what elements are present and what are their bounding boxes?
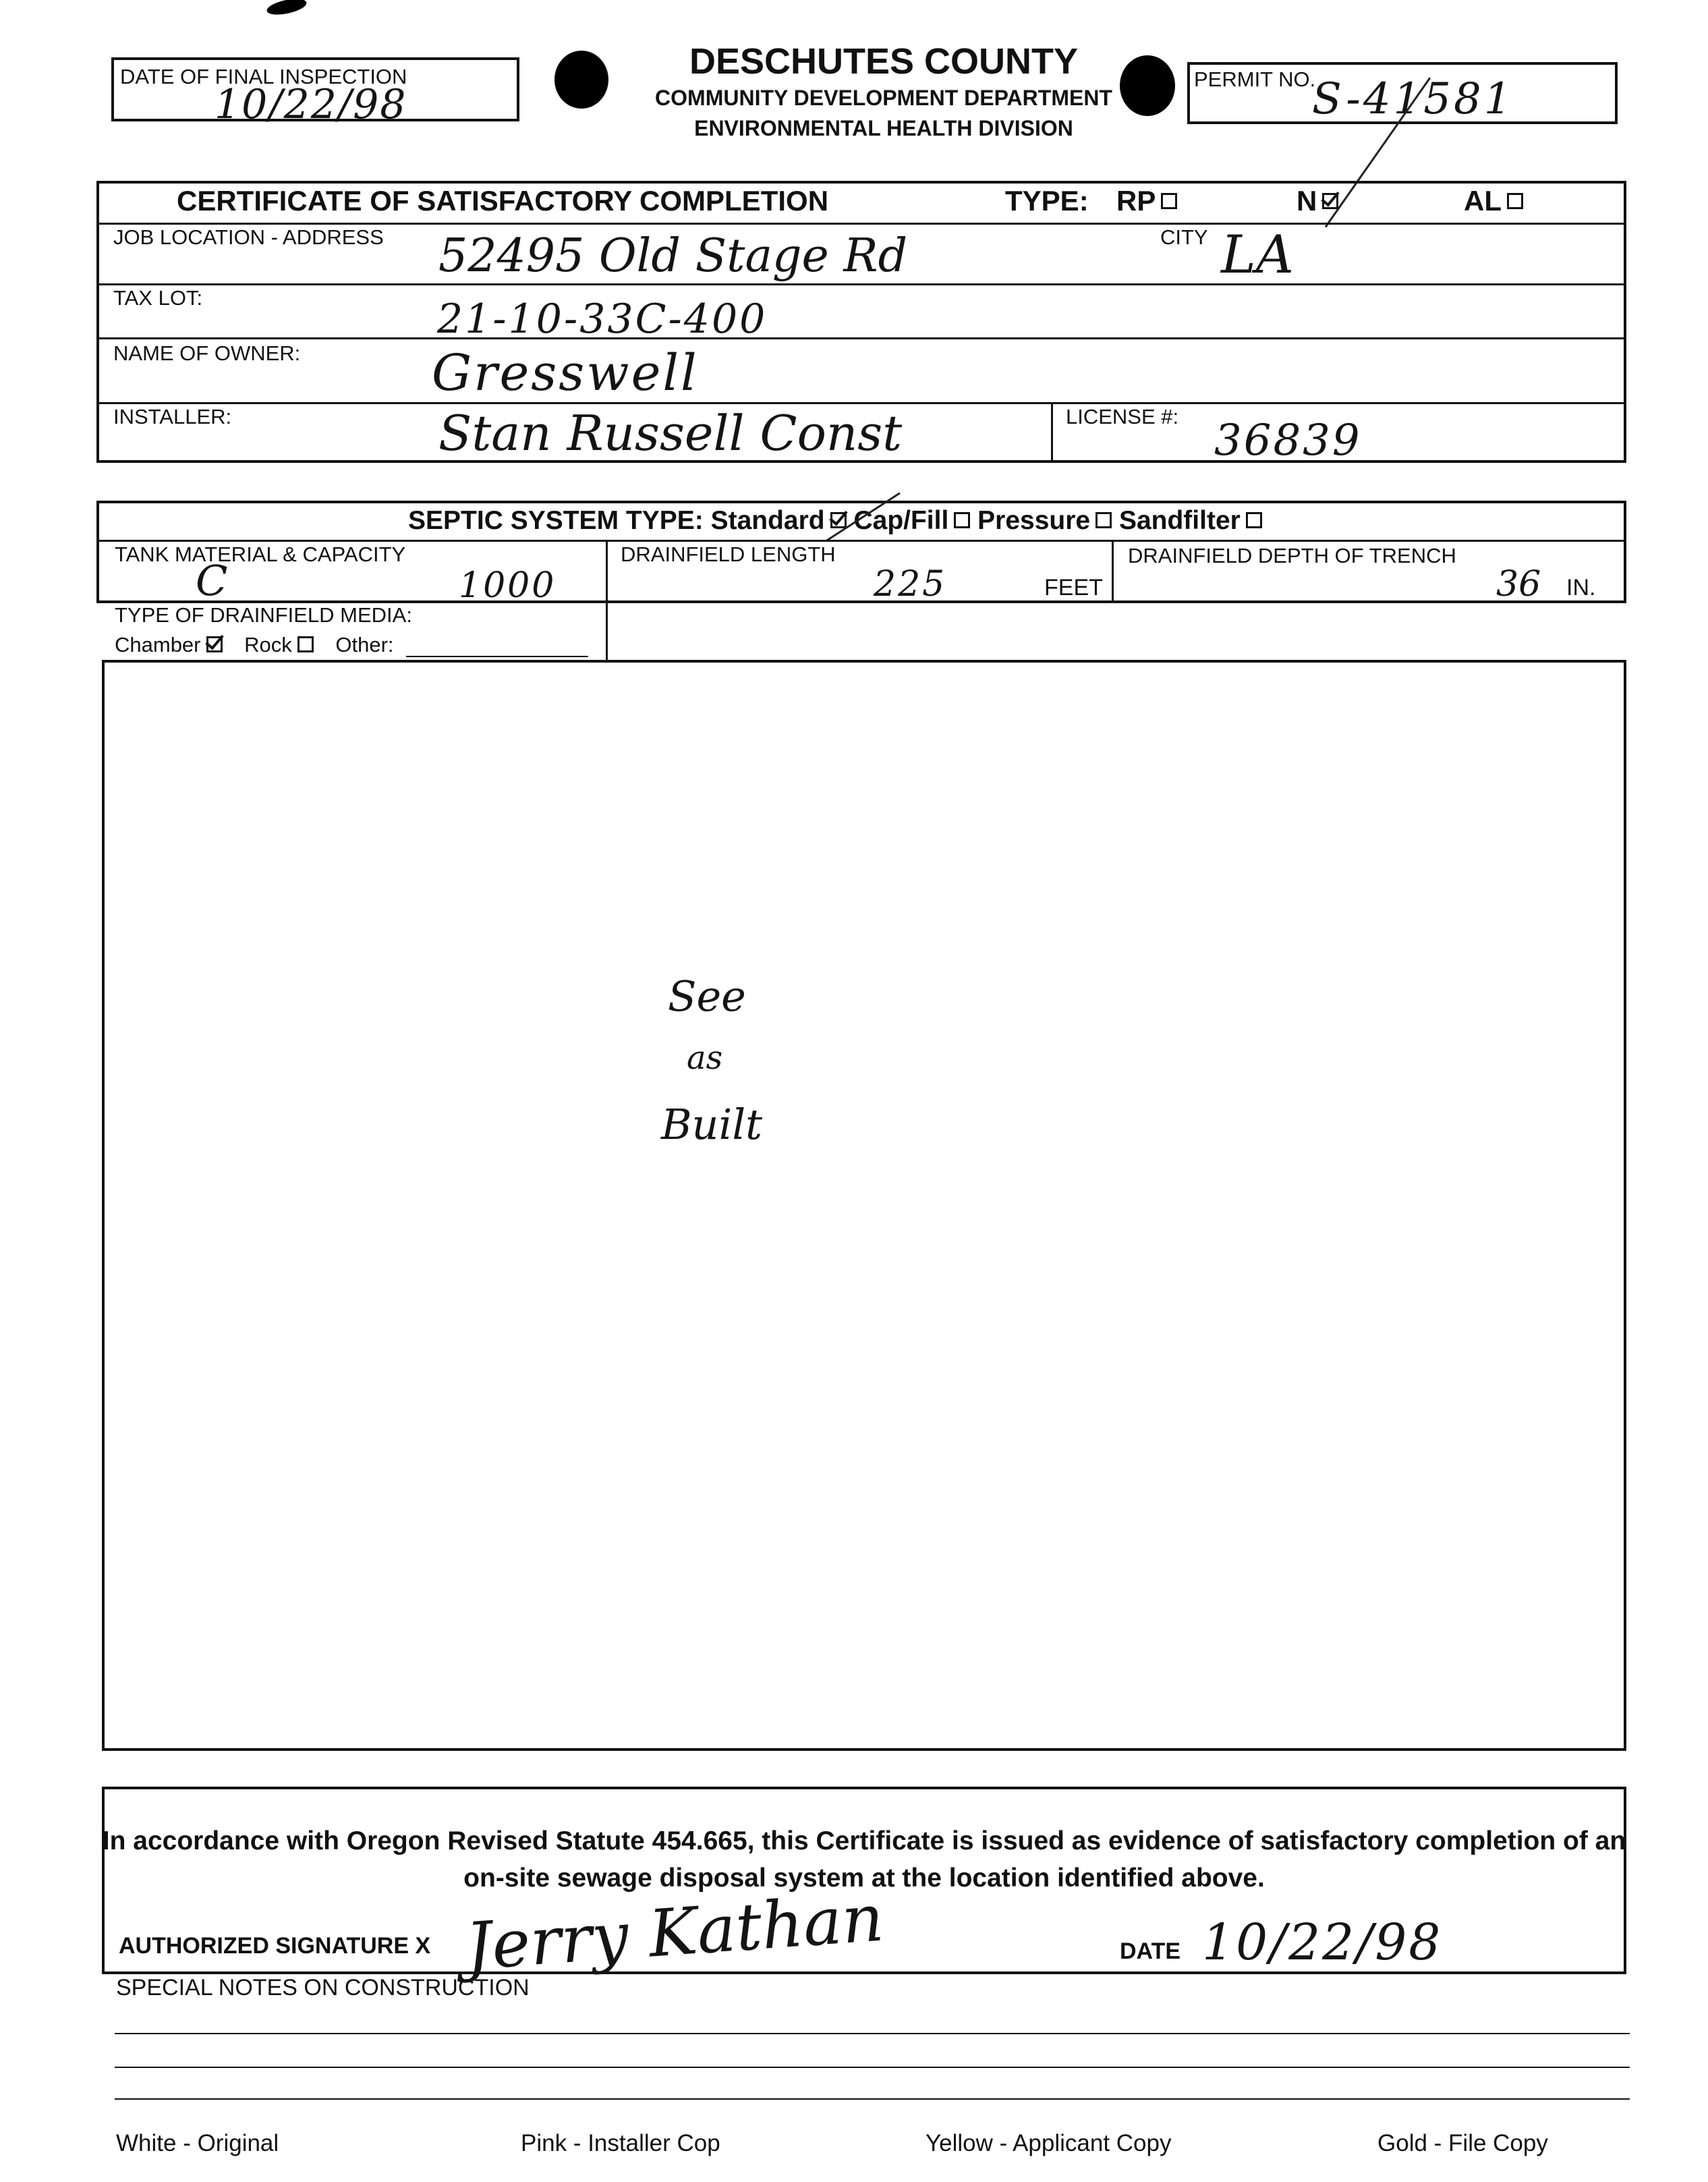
drainfield-length-value: 225 [874, 564, 947, 605]
county-title: DESCHUTES COUNTY [689, 41, 1079, 82]
cert-row-divider-4 [96, 402, 1626, 404]
notes-label: SPECIAL NOTES ON CONSTRUCTION [116, 1975, 530, 2001]
media-chamber-checkbox[interactable] [206, 636, 223, 652]
permit-label: PERMIT NO. [1194, 67, 1316, 91]
septic-capfill-label: Cap/Fill [853, 506, 949, 535]
date-value: 10/22/98 [1202, 1913, 1443, 1971]
septic-row-divider [96, 540, 1626, 542]
city-value: LA [1221, 225, 1294, 285]
owner-label: NAME OF OWNER: [113, 341, 301, 365]
final-inspection-label: DATE OF FINAL INSPECTION [120, 65, 407, 88]
city-label: CITY [1160, 225, 1208, 249]
type-option-rp [1116, 185, 1177, 217]
statement-line-1: In accordance with Oregon Revised Statute 454.665, this Certificate is issued as evidence of satisfactory completion of an [102, 1826, 1626, 1855]
installer-value: Stan Russell Const [438, 405, 903, 461]
drawing-note-line-3: Built [661, 1100, 763, 1149]
media-options [115, 633, 394, 657]
feet-label: FEET [1044, 575, 1103, 600]
statement-line-2: on-site sewage disposal system at the location identified above. [463, 1864, 1265, 1893]
depth-label: DRAINFIELD DEPTH OF TRENCH [1128, 544, 1456, 567]
license-label: LICENSE #: [1066, 405, 1179, 428]
type-al-checkbox[interactable] [1507, 193, 1523, 209]
type-label: TYPE: [1005, 185, 1089, 217]
type-n-checkbox[interactable] [1322, 193, 1338, 209]
type-al-label: AL [1464, 185, 1502, 217]
owner-value: Gresswell [432, 344, 699, 402]
media-other-line [406, 656, 588, 657]
tank-capacity-value: 1000 [459, 565, 557, 606]
tank-label: TANK MATERIAL & CAPACITY [115, 542, 406, 566]
copy-pink: Pink - Installer Cop [521, 2130, 720, 2156]
septic-pressure-checkbox[interactable] [1095, 512, 1112, 528]
final-inspection-value: 10/22/98 [215, 81, 407, 128]
septic-sandfilter-checkbox[interactable] [1246, 512, 1262, 528]
cert-row-divider-2 [96, 283, 1626, 285]
media-chamber-label: Chamber [115, 633, 201, 656]
license-value: 36839 [1214, 416, 1362, 466]
license-divider [1051, 402, 1053, 463]
media-rock-label: Rock [244, 633, 292, 656]
ink-smudge [266, 0, 308, 18]
septic-capfill-checkbox[interactable] [954, 512, 970, 528]
septic-type-line [408, 506, 1262, 536]
drawing-note-line-1: See [668, 972, 746, 1021]
media-rock-checkbox[interactable] [297, 636, 314, 652]
notes-line-3 [115, 2098, 1630, 2100]
septic-standard-checkbox[interactable] [830, 512, 847, 528]
cert-row-divider-1 [96, 223, 1626, 225]
type-rp-label: RP [1116, 185, 1156, 217]
media-other-label: Other: [335, 633, 394, 656]
tax-lot-label: TAX LOT: [113, 286, 203, 310]
notes-line-2 [115, 2067, 1630, 2068]
in-label: IN. [1566, 575, 1596, 600]
hole-punch-left [554, 51, 608, 109]
septic-standard-label: Standard [710, 506, 825, 535]
tank-material-value: C [196, 556, 228, 605]
media-label: TYPE OF DRAINFIELD MEDIA: [115, 603, 412, 627]
tax-lot-value: 21-10-33C-400 [437, 296, 768, 343]
tank-divider [606, 540, 608, 660]
drawing-area [102, 660, 1626, 1751]
job-location-value: 52495 Old Stage Rd [438, 229, 908, 283]
type-n-label: N [1297, 185, 1317, 217]
cert-row-divider-3 [96, 337, 1626, 339]
depth-value: 36 [1496, 564, 1541, 605]
type-option-al [1464, 185, 1523, 217]
notes-line-1 [115, 2033, 1630, 2034]
division-title: ENVIRONMENTAL HEALTH DIVISION [694, 116, 1073, 140]
signature-value: Jerry Kathan [463, 1880, 886, 1985]
permit-value: S-41581 [1312, 74, 1514, 124]
date-label: DATE [1120, 1938, 1181, 1964]
certificate-title: CERTIFICATE OF SATISFACTORY COMPLETION [177, 185, 829, 217]
signature-label: AUTHORIZED SIGNATURE X [119, 1933, 431, 1959]
job-location-label: JOB LOCATION - ADDRESS [113, 225, 384, 249]
copy-gold: Gold - File Copy [1377, 2130, 1548, 2156]
copy-yellow: Yellow - Applicant Copy [926, 2130, 1172, 2156]
installer-label: INSTALLER: [113, 405, 232, 428]
type-rp-checkbox[interactable] [1161, 193, 1177, 209]
septic-sandfilter-label: Sandfilter [1118, 506, 1241, 535]
length-divider [1112, 540, 1114, 603]
septic-pressure-label: Pressure [977, 506, 1091, 535]
department-title: COMMUNITY DEVELOPMENT DEPARTMENT [655, 86, 1112, 110]
drainfield-length-label: DRAINFIELD LENGTH [621, 542, 836, 566]
copy-white: White - Original [116, 2130, 279, 2156]
drawing-note-line-2: as [687, 1039, 723, 1077]
type-option-n [1297, 185, 1338, 217]
septic-type-title: SEPTIC SYSTEM TYPE: [408, 506, 704, 535]
